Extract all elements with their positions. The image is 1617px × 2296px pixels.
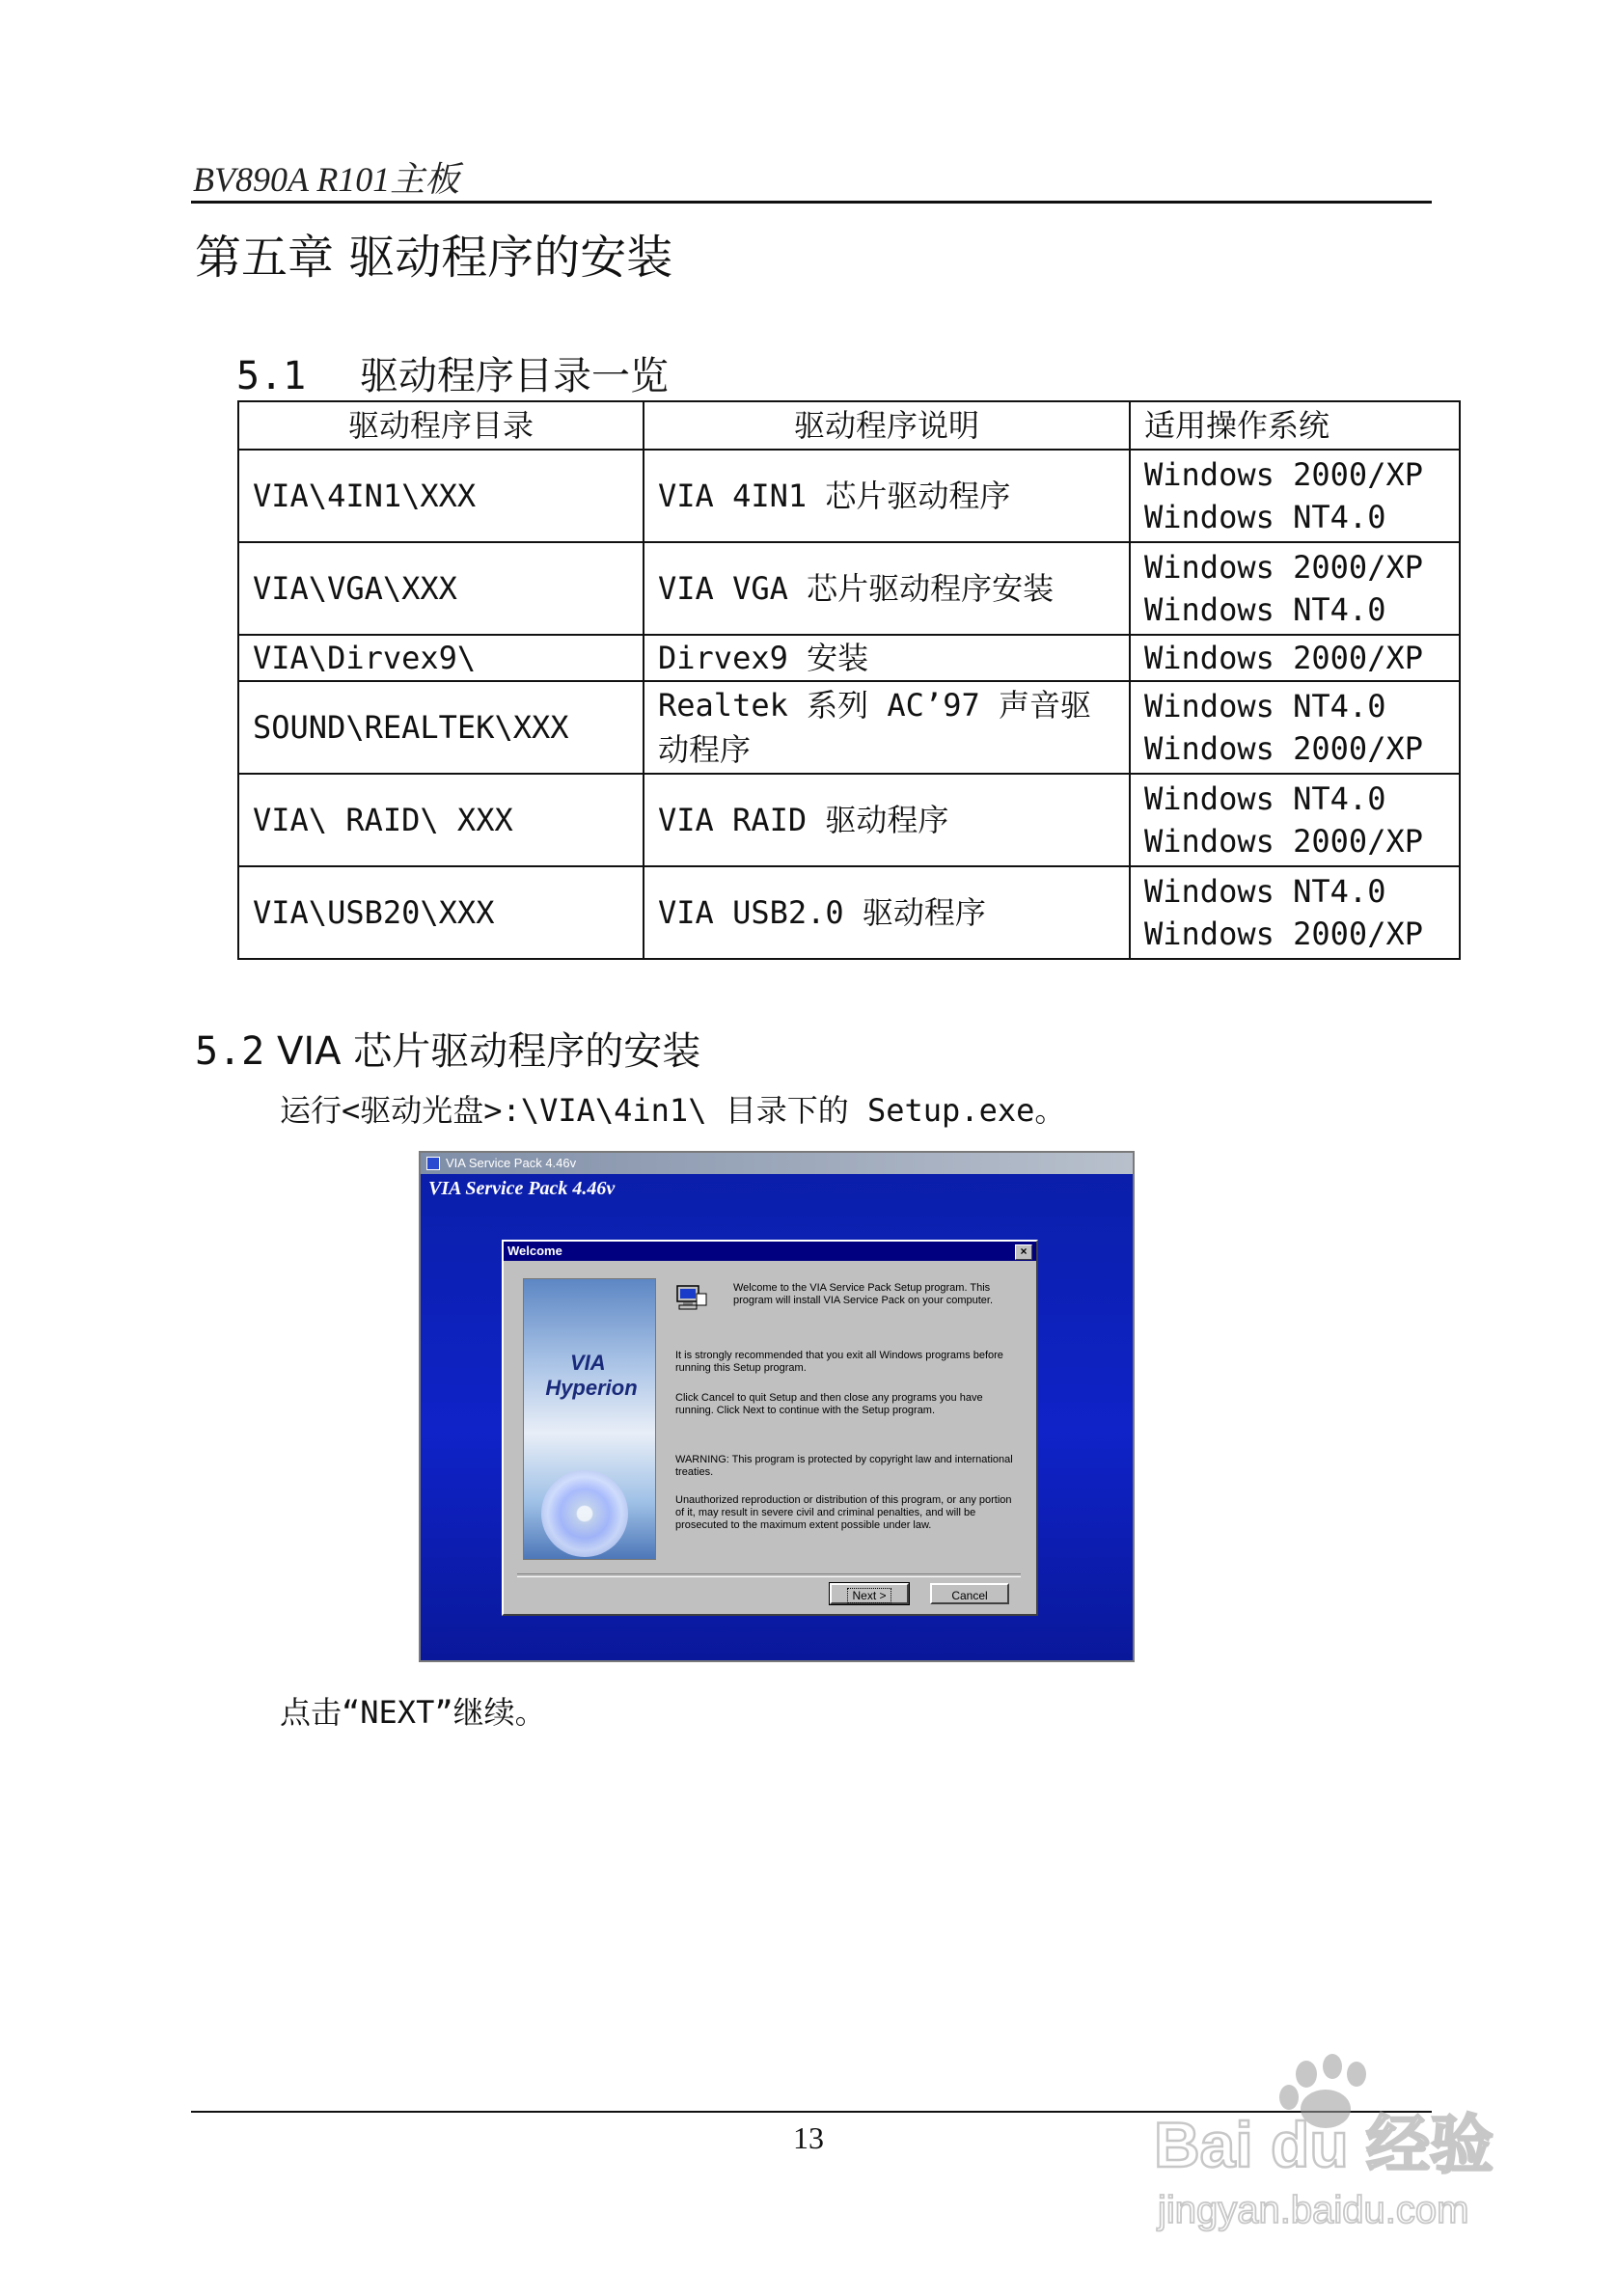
os-line: Windows 2000/XP <box>1144 549 1423 586</box>
table-cell-desc: VIA RAID 驱动程序 <box>644 774 1130 866</box>
table-cell-os <box>1130 450 1460 542</box>
close-icon[interactable]: × <box>1015 1244 1032 1260</box>
table-cell-dir: SOUND\REALTEK\XXX <box>238 681 644 774</box>
hyperion-logo: Hyperion <box>545 1376 638 1400</box>
table-cell-os <box>1130 542 1460 635</box>
table-cell-os <box>1130 866 1460 959</box>
setup-computer-icon <box>675 1284 708 1311</box>
table-cell-desc: Dirvex9 安装 <box>644 635 1130 681</box>
watermark-url: jingyan.baidu.com <box>1158 2189 1469 2231</box>
os-line: Windows 2000/XP <box>1144 730 1423 767</box>
os-line: Windows 2000/XP <box>1144 456 1423 493</box>
table-cell-desc: VIA VGA 芯片驱动程序安装 <box>644 542 1130 635</box>
table-header-cell: 驱动程序目录 <box>238 401 644 450</box>
page-number: 13 <box>793 2120 824 2155</box>
screenshot-heading: VIA Service Pack 4.46v <box>428 1178 616 1199</box>
table-cell-os <box>1130 635 1460 681</box>
dialog-paragraph: Welcome to the VIA Service Pack Setup program. This program will install VIA Service Pack on your computer. <box>733 1282 994 1306</box>
hyperion-banner <box>523 1278 656 1560</box>
table-header-cell: 适用操作系统 <box>1130 401 1460 450</box>
installer-screenshot <box>419 1151 1135 1662</box>
dialog-title: Welcome <box>504 1242 1036 1261</box>
dialog-paragraph: It is strongly recommended that you exit all Windows programs before running this Setup program. <box>675 1350 1003 1374</box>
table-row <box>238 450 1460 542</box>
table-cell-desc: VIA USB2.0 驱动程序 <box>644 866 1130 959</box>
table-header-cell: 驱动程序说明 <box>644 401 1130 450</box>
table-row <box>238 681 1460 774</box>
table-cell-os <box>1130 774 1460 866</box>
table-cell-desc: VIA 4IN1 芯片驱动程序 <box>644 450 1130 542</box>
cd-disc-image <box>541 1470 628 1557</box>
welcome-dialog <box>502 1240 1038 1616</box>
next-button[interactable] <box>830 1583 909 1604</box>
table-cell-os <box>1130 681 1460 774</box>
table-row <box>238 635 1460 681</box>
baidu-jingyan-watermark <box>1144 2053 1530 2236</box>
header-rule <box>191 201 1432 204</box>
next-button-label: Next > <box>847 1588 891 1603</box>
table-row <box>238 542 1460 635</box>
os-line: Windows NT4.0 <box>1144 873 1386 910</box>
table-cell-dir: VIA\ RAID\ XXX <box>238 774 644 866</box>
table-cell-dir: VIA\4IN1\XXX <box>238 450 644 542</box>
section-title: VIA 芯片驱动程序的安装 <box>276 1029 701 1074</box>
driver-directory-table <box>237 400 1461 960</box>
chapter-title: 第五章 驱动程序的安装 <box>195 231 673 285</box>
dialog-separator <box>517 1573 1021 1577</box>
via-logo: VIA <box>570 1351 606 1375</box>
dialog-paragraph: Click Cancel to quit Setup and then close any programs you have running. Click Next to continue with the Setup program. <box>675 1392 983 1416</box>
watermark-brand: Bai du 经验 <box>1154 2109 1494 2180</box>
table-row <box>238 866 1460 959</box>
os-line: Windows 2000/XP <box>1144 916 1423 952</box>
os-line: Windows NT4.0 <box>1144 688 1386 724</box>
table-cell-dir: VIA\Dirvex9\ <box>238 635 644 681</box>
table-header-row <box>238 401 1460 450</box>
section-number: 5.1 <box>236 354 307 398</box>
section-title: 驱动程序目录一览 <box>360 354 669 398</box>
app-icon <box>426 1157 440 1170</box>
screenshot-titlebar <box>421 1153 1133 1174</box>
table-cell-dir: VIA\USB20\XXX <box>238 866 644 959</box>
instruction-text: 运行<驱动光盘>:\VIA\4in1\ 目录下的 Setup.exe。 <box>280 1092 1066 1129</box>
os-line: Windows NT4.0 <box>1144 499 1386 535</box>
continue-instruction: 点击“NEXT”继续。 <box>280 1694 546 1731</box>
section-heading-5-1 <box>236 345 669 400</box>
os-line: Windows 2000/XP <box>1144 823 1423 860</box>
running-header: BV890A R101主板 <box>193 160 460 199</box>
dialog-paragraph: WARNING: This program is protected by copyright law and international treaties. <box>675 1454 1013 1478</box>
table-cell-desc: Realtek 系列 AC’97 声音驱动程序 <box>644 681 1130 774</box>
dialog-paragraph: Unauthorized reproduction or distribution of this program, or any portion of it, may result in severe civil and criminal penalties, and will be prosecuted to the maximum extent possible under law. <box>675 1494 1012 1531</box>
os-line: Windows 2000/XP <box>1144 640 1423 676</box>
table-row <box>238 774 1460 866</box>
screenshot-window-title: VIA Service Pack 4.46v <box>446 1156 577 1170</box>
cancel-button[interactable]: Cancel <box>930 1583 1009 1604</box>
section-number: 5.2 <box>195 1029 265 1074</box>
os-line: Windows NT4.0 <box>1144 591 1386 628</box>
section-heading-5-2 <box>195 1021 700 1076</box>
os-line: Windows NT4.0 <box>1144 780 1386 817</box>
table-cell-dir: VIA\VGA\XXX <box>238 542 644 635</box>
